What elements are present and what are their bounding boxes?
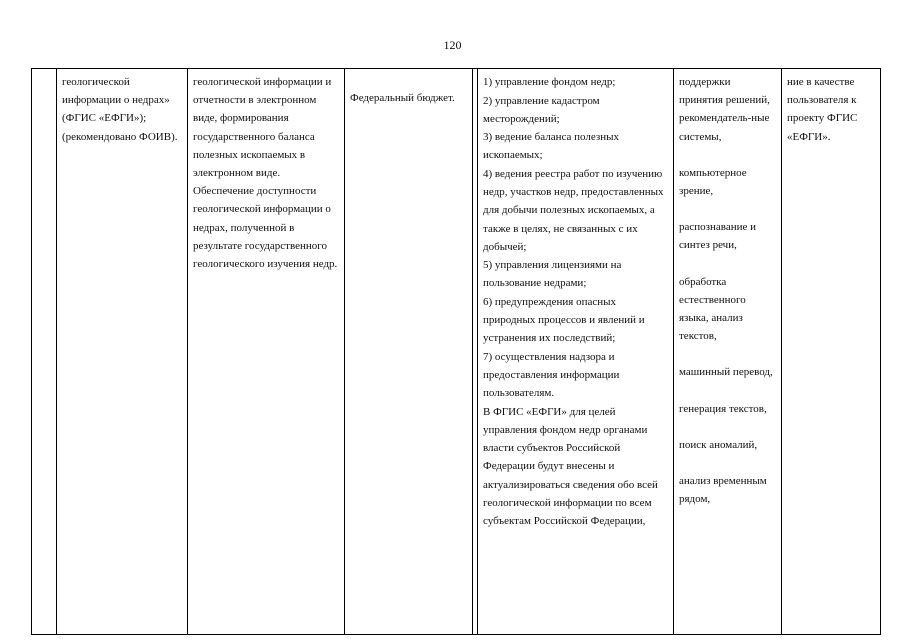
cell-col7 bbox=[674, 69, 782, 635]
cell-text: ние в качестве пользователя к проекту ФГИС «ЕФГИ». bbox=[787, 76, 858, 143]
list-item: генерация текстов, bbox=[679, 402, 767, 415]
list-item: 6) предупреждения опасных природных процессов и явлений и устранения их последствий; bbox=[483, 295, 645, 345]
list-item: 2) управление кадастром месторождений; bbox=[483, 94, 600, 125]
list-item: 3) ведение баланса полезных ископаемых; bbox=[483, 131, 620, 162]
cell-col3 bbox=[188, 69, 345, 635]
cell-text: Федеральный бюджет. bbox=[350, 92, 455, 104]
list-item: 5) управления лицензиями на пользование недрами; bbox=[483, 259, 622, 290]
list-item: поддержки принятия решений, рекомендатель-ные системы, bbox=[679, 76, 770, 143]
table-row bbox=[32, 69, 881, 635]
list-item: 1) управление фондом недр; bbox=[483, 76, 616, 88]
list-item: анализ временным рядом, bbox=[679, 475, 767, 506]
cell-text: Обеспечение доступности геологической информации о недрах, полученной в результате государственного геологического изучения недр. bbox=[193, 185, 338, 271]
list-item: В ФГИС «ЕФГИ» для целей управления фондом недр органами власти субъектов Российской Федерации будут внесены и актуализироваться сведения обо всей геологической информации по всем субъектам Российской Федерации, bbox=[483, 405, 658, 527]
list-item: поиск аномалий, bbox=[679, 438, 758, 451]
cell-col4 bbox=[345, 69, 473, 635]
list-item: обработка естественного языка, анализ текстов, bbox=[679, 275, 746, 343]
list-item: компьютерное зрение, bbox=[679, 166, 747, 198]
page-number: 120 bbox=[443, 38, 462, 52]
cell-col1 bbox=[32, 69, 57, 635]
cell-col8 bbox=[782, 69, 881, 635]
cell-text: геологической информации о недрах» (ФГИС «ЕФГИ»); bbox=[62, 76, 170, 125]
list-item: 7) осуществления надзора и предоставления информации пользователям. bbox=[483, 350, 620, 400]
cell-col2 bbox=[57, 69, 188, 635]
cell-text: геологической информации и отчетности в электронном виде, формирования государственного баланса полезных ископаемых в электронном виде. bbox=[193, 76, 332, 180]
list-item: 4) ведения реестра работ по изучению недр, участков недр, предоставленных для добычи полезных ископаемых, а также в целях, не связанных с их добычей; bbox=[483, 167, 664, 253]
cell-text: (рекомендовано ФОИВ). bbox=[62, 130, 178, 143]
list-item: машинный перевод, bbox=[679, 366, 773, 379]
document-table bbox=[31, 68, 881, 635]
cell-col6 bbox=[478, 69, 674, 635]
list-item: распознавание и синтез речи, bbox=[679, 221, 756, 252]
